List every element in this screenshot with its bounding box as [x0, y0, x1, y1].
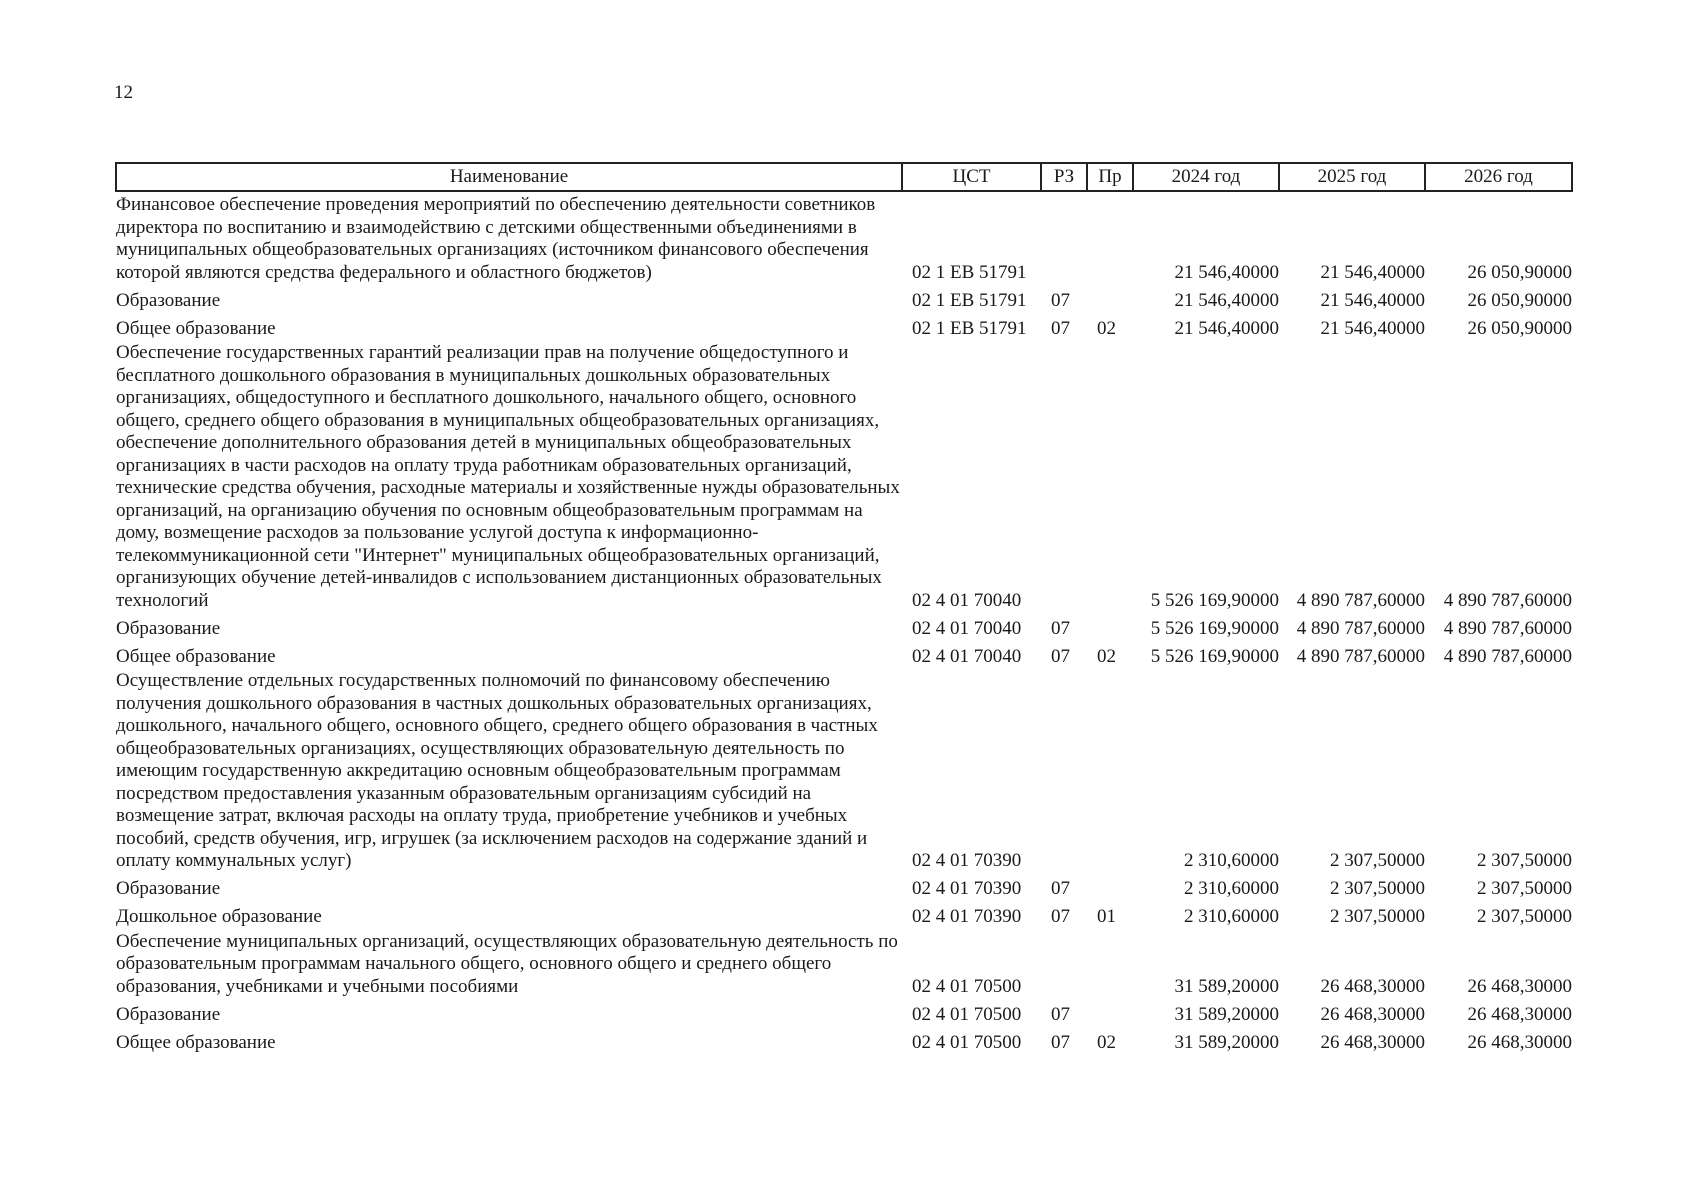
row-2025: 26 468,30000 [1320, 1003, 1425, 1025]
row-2026: 26 050,90000 [1467, 317, 1572, 339]
row-pr: 02 [1097, 317, 1116, 339]
row-2025: 26 468,30000 [1320, 975, 1425, 997]
row-pr: 02 [1097, 1031, 1116, 1053]
row-pr: 01 [1097, 906, 1116, 927]
row-name: Дошкольное образование [116, 906, 322, 927]
row-cst: 02 4 01 70500 [912, 1003, 1022, 1025]
row-2026: 2 307,50000 [1477, 906, 1572, 927]
budget-table [115, 162, 1573, 1054]
row-2025: 26 468,30000 [1320, 1031, 1425, 1053]
row-2026: 4 890 787,60000 [1443, 645, 1572, 667]
row-2024: 2 310,60000 [1184, 906, 1279, 927]
row-2025: 21 546,40000 [1320, 289, 1425, 311]
row-2024: 21 546,40000 [1174, 289, 1279, 311]
row-2024: 5 526 169,90000 [1150, 617, 1279, 639]
row-name: Финансовое обеспечение проведения мероприятий по обеспечению деятельности советников директора по воспитанию и взаимодействию с детскими общественными объединениями в муниципальных общеобразовательных организациях (источником финансового обеспечения которой являются средства федерального и областного бюджетов) [116, 194, 876, 283]
row-rz: 07 [1051, 906, 1070, 927]
row-pr [1087, 191, 1133, 284]
header-pr: Пр [1087, 163, 1133, 191]
table-header-row [116, 163, 1572, 191]
row-name: Образование [116, 617, 221, 639]
row-rz: 07 [1051, 1031, 1070, 1053]
header-cst: ЦСТ [902, 163, 1041, 191]
row-pr [1087, 998, 1133, 1026]
table-row [116, 929, 1572, 999]
row-cst: 02 4 01 70500 [912, 1031, 1022, 1053]
table-row [116, 340, 1572, 612]
table-row [116, 998, 1572, 1026]
row-name: Обеспечение муниципальных организаций, осуществляющих образовательную деятельность по образовательным программам начального общего, основного общего и среднего общего образования, учебниками и учебными пособиями [116, 930, 898, 997]
row-pr [1087, 668, 1133, 873]
row-rz [1041, 668, 1087, 873]
row-cst: 02 4 01 70390 [912, 850, 1022, 871]
row-2025: 2 307,50000 [1330, 878, 1425, 899]
row-cst: 02 1 ЕВ 51791 [912, 317, 1027, 339]
header-2026: 2026 год [1425, 163, 1572, 191]
table-row [116, 640, 1572, 668]
row-rz: 07 [1051, 878, 1070, 899]
table-row [116, 312, 1572, 340]
row-2024: 2 310,60000 [1184, 878, 1279, 899]
row-name: Осуществление отдельных государственных полномочий по финансовому обеспечению получения дошкольного образования в частных дошкольных образовательных организациях, дошкольного, начального общего, основного общего, среднего общего образования в частных общеобразовательных организациях, осуществляющих образовательную деятельность по имеющим государственную аккредитацию основным общеобразовательным программам посредством предоставления указанным образовательным организациям субсидий на возмещение затрат, включая расходы на оплату труда, приобретение учебников и учебных пособий, средств обучения, игр, игрушек (за исключением расходов на содержание зданий и оплату коммунальных услуг) [116, 670, 878, 871]
row-rz: 07 [1051, 1003, 1070, 1025]
row-2025: 21 546,40000 [1320, 261, 1425, 283]
row-2025: 2 307,50000 [1330, 850, 1425, 871]
row-cst: 02 4 01 70500 [912, 975, 1022, 997]
header-2025: 2025 год [1279, 163, 1425, 191]
row-2025: 4 890 787,60000 [1296, 617, 1425, 639]
row-2024: 31 589,20000 [1174, 1031, 1279, 1053]
row-pr [1087, 340, 1133, 612]
table-row [116, 284, 1572, 312]
page-number: 12 [114, 82, 133, 103]
table-row [116, 612, 1572, 640]
row-rz: 07 [1051, 317, 1070, 339]
row-2025: 2 307,50000 [1330, 906, 1425, 927]
row-name: Общее образование [116, 1031, 276, 1053]
header-rz: РЗ [1041, 163, 1087, 191]
row-2026: 26 468,30000 [1467, 975, 1572, 997]
row-pr [1087, 612, 1133, 640]
table-row [116, 873, 1572, 901]
row-2024: 31 589,20000 [1174, 1003, 1279, 1025]
row-2026: 26 468,30000 [1467, 1003, 1572, 1025]
row-2024: 31 589,20000 [1174, 975, 1279, 997]
table-row [116, 191, 1572, 284]
table-row [116, 668, 1572, 873]
row-rz [1041, 191, 1087, 284]
row-2026: 26 468,30000 [1467, 1031, 1572, 1053]
header-name: Наименование [116, 163, 902, 191]
row-name: Обеспечение государственных гарантий реализации прав на получение общедоступного и бесплатного дошкольного образования в муниципальных дошкольных образовательных организациях, общедоступного и бесплатного дошкольного, начального общего, основного общего, среднего общего образования в муниципальных общеобразовательных организациях, обеспечение дополнительного образования детей в муниципальных общеобразовательных организациях в части расходов на оплату труда работникам образовательных организаций, технические средства обучения, расходные материалы и хозяйственные нужды образовательных организаций, на организацию обучения по основным общеобразовательным программам на дому, возмещение расходов за пользование услугой доступа к информационно-телекоммуникационной сети "Интернет" муниципальных общеобразовательных организаций, организующих обучение детей-инвалидов с использованием дистанционных образовательных технологий [116, 342, 900, 611]
row-2024: 2 310,60000 [1184, 850, 1279, 871]
row-cst: 02 1 ЕВ 51791 [912, 289, 1027, 311]
row-2025: 21 546,40000 [1320, 317, 1425, 339]
row-name: Образование [116, 878, 221, 899]
row-pr [1087, 929, 1133, 999]
row-2024: 5 526 169,90000 [1150, 589, 1279, 611]
row-cst: 02 4 01 70390 [912, 906, 1022, 927]
row-2026: 26 050,90000 [1467, 261, 1572, 283]
row-rz: 07 [1051, 617, 1070, 639]
table-row [116, 901, 1572, 929]
row-cst: 02 1 ЕВ 51791 [912, 261, 1027, 283]
row-2026: 26 050,90000 [1467, 289, 1572, 311]
row-2025: 4 890 787,60000 [1296, 645, 1425, 667]
row-name: Образование [116, 289, 221, 311]
row-cst: 02 4 01 70040 [912, 589, 1022, 611]
row-2026: 4 890 787,60000 [1443, 589, 1572, 611]
row-2026: 4 890 787,60000 [1443, 617, 1572, 639]
row-2024: 21 546,40000 [1174, 261, 1279, 283]
row-name: Общее образование [116, 645, 276, 667]
row-2026: 2 307,50000 [1477, 878, 1572, 899]
row-2024: 21 546,40000 [1174, 317, 1279, 339]
header-2024: 2024 год [1133, 163, 1279, 191]
table-row [116, 1026, 1572, 1054]
row-rz [1041, 340, 1087, 612]
row-2024: 5 526 169,90000 [1150, 645, 1279, 667]
row-2025: 4 890 787,60000 [1296, 589, 1425, 611]
row-pr: 02 [1097, 645, 1116, 667]
row-pr [1087, 873, 1133, 901]
row-rz [1041, 929, 1087, 999]
row-cst: 02 4 01 70040 [912, 617, 1022, 639]
row-name: Общее образование [116, 317, 276, 339]
row-rz: 07 [1051, 645, 1070, 667]
row-2026: 2 307,50000 [1477, 850, 1572, 871]
row-cst: 02 4 01 70390 [912, 878, 1022, 899]
row-name: Образование [116, 1003, 221, 1025]
row-pr [1087, 284, 1133, 312]
row-cst: 02 4 01 70040 [912, 645, 1022, 667]
row-rz: 07 [1051, 289, 1070, 311]
